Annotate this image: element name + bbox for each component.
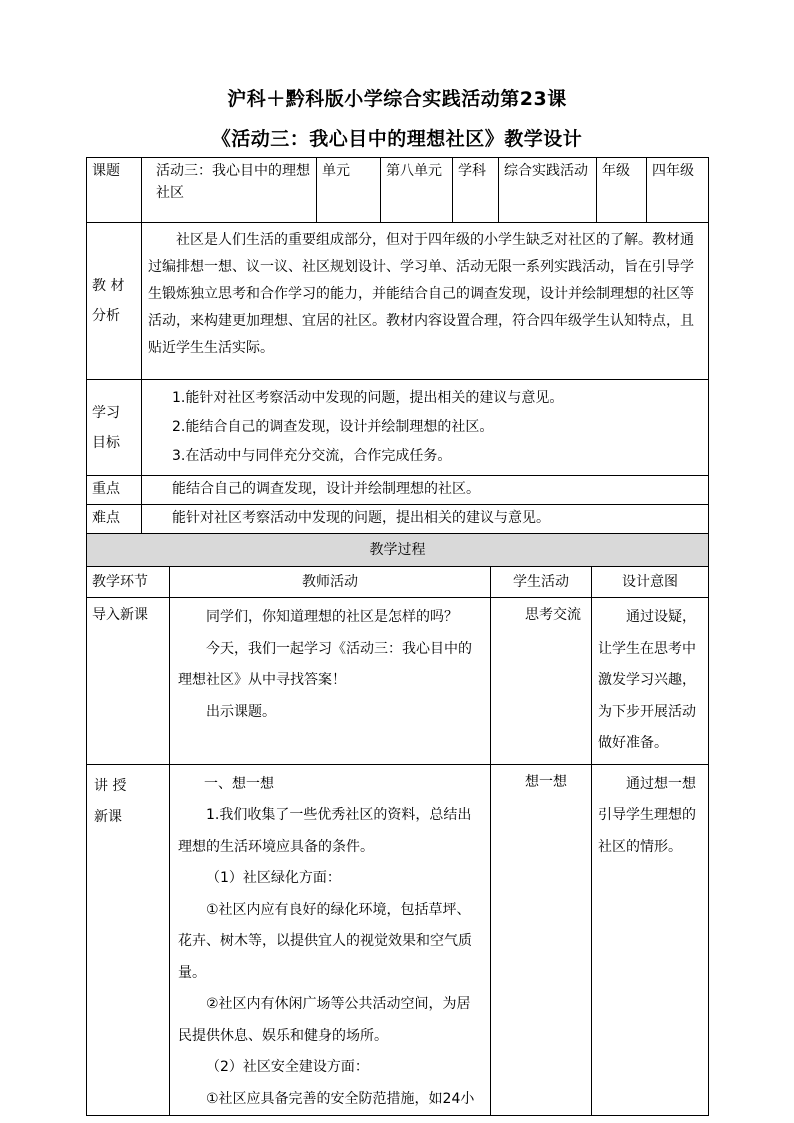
process-row-lecture [87,764,709,1116]
teacher-line: （1）社区绿化方面： [206,870,341,886]
student-cell: 思考交流 [491,598,592,765]
intent-text: 通过想一想引导学生理想的社区的情形。 [598,775,696,855]
analysis-cell [142,223,709,380]
teacher-line: 一、想一想 [204,775,274,792]
goal-item: 1.能针对社区考察活动中发现的问题，提出相关的建议与意见。 [172,390,564,406]
intent-text: 通过设疑，让学生在思考中激发学习兴趣，为下步开展活动做好准备。 [598,609,696,751]
goal-item: 3.在活动中与同伴充分交流，合作完成任务。 [172,448,452,464]
difficulty-row [87,505,709,534]
unit-value: 第八单元 [381,158,453,223]
goal-item: 2.能结合自己的调查发现，设计并绘制理想的社区。 [172,419,494,435]
teacher-cell [170,764,491,1116]
info-header-row [87,158,709,223]
goals-label-text: 学习 目标 [92,404,120,451]
difficulty-label: 难点 [87,505,142,534]
subject-label: 学科 [453,158,499,223]
stage-cell: 导入新课 [87,598,170,765]
analysis-row [87,223,709,380]
difficulty-text: 能针对社区考察活动中发现的问题，提出相关的建议与意见。 [142,505,709,534]
teacher-line: 同学们，你知道理想的社区是怎样的吗？ [206,609,458,625]
stage-text: 讲 授 新课 [94,777,127,825]
teacher-line: （2）社区安全建设方面： [206,1059,369,1075]
teacher-line: ②社区内有休闲广场等公共活动空间，为居民提供休息、娱乐和健身的场所。 [178,996,471,1044]
intent-cell [592,764,709,1116]
process-title-row [87,534,709,567]
col-header-teacher: 教师活动 [170,567,491,598]
process-table [86,533,709,1116]
process-title: 教学过程 [87,534,709,567]
teacher-line: ①社区内应有良好的绿化环境，包括草坪、花卉、树木等，以提供宜人的视觉效果和空气质量。 [178,901,472,981]
subject-value: 综合实践活动 [499,158,597,223]
process-row-intro [87,598,709,765]
analysis-text: 社区是人们生活的重要组成部分，但对于四年级的小学生缺乏对社区的了解。教材通过编排想一想、议一议、社区规划设计、学习单、活动无限一系列实践活动，旨在引导学生锻炼独立思考和合作学习的能力，并能结合自己的调查发现，设计并绘制理想的社区等活动，来构建更加理想、宜居的社区。教材内容设置合理，符合四年级学生认知特点，且贴近学生生活实际。 [148,232,694,356]
info-table [86,157,709,534]
teacher-line: 今天，我们一起学习《活动三：我心目中的理想社区》从中寻找答案！ [178,640,472,688]
unit-label: 单元 [317,158,381,223]
key-point-row [87,476,709,505]
goals-row [87,380,709,476]
student-cell: 想一想 [491,764,592,1116]
document-title: 沪科＋黔科版小学综合实践活动第23课 [227,88,567,110]
teacher-cell [170,598,491,765]
key-point-text: 能结合自己的调查发现，设计并绘制理想的社区。 [142,476,709,505]
analysis-label-text: 教 材 分析 [92,278,125,324]
teacher-line: 1.我们收集了一些优秀社区的资料，总结出理想的生活环境应具备的条件。 [178,807,472,855]
process-header-row [87,567,709,598]
goals-cell [142,380,709,476]
topic-label: 课题 [87,158,142,223]
intent-cell [592,598,709,765]
teacher-line: ①社区应具备完善的安全防范措施，如24小 [206,1090,475,1107]
stage-cell [87,764,170,1116]
document-subtitle: 《活动三：我心目中的理想社区》教学设计 [211,128,583,150]
key-point-label: 重点 [87,476,142,505]
goals-label [87,380,142,476]
topic-value: 活动三：我心目中的理想社区 [142,158,317,223]
analysis-label [87,223,142,380]
col-header-student: 学生活动 [491,567,592,598]
teacher-line: 出示课题。 [206,703,276,720]
col-header-stage: 教学环节 [87,567,170,598]
grade-value: 四年级 [647,158,709,223]
grade-label: 年级 [597,158,647,223]
col-header-intent: 设计意图 [592,567,709,598]
